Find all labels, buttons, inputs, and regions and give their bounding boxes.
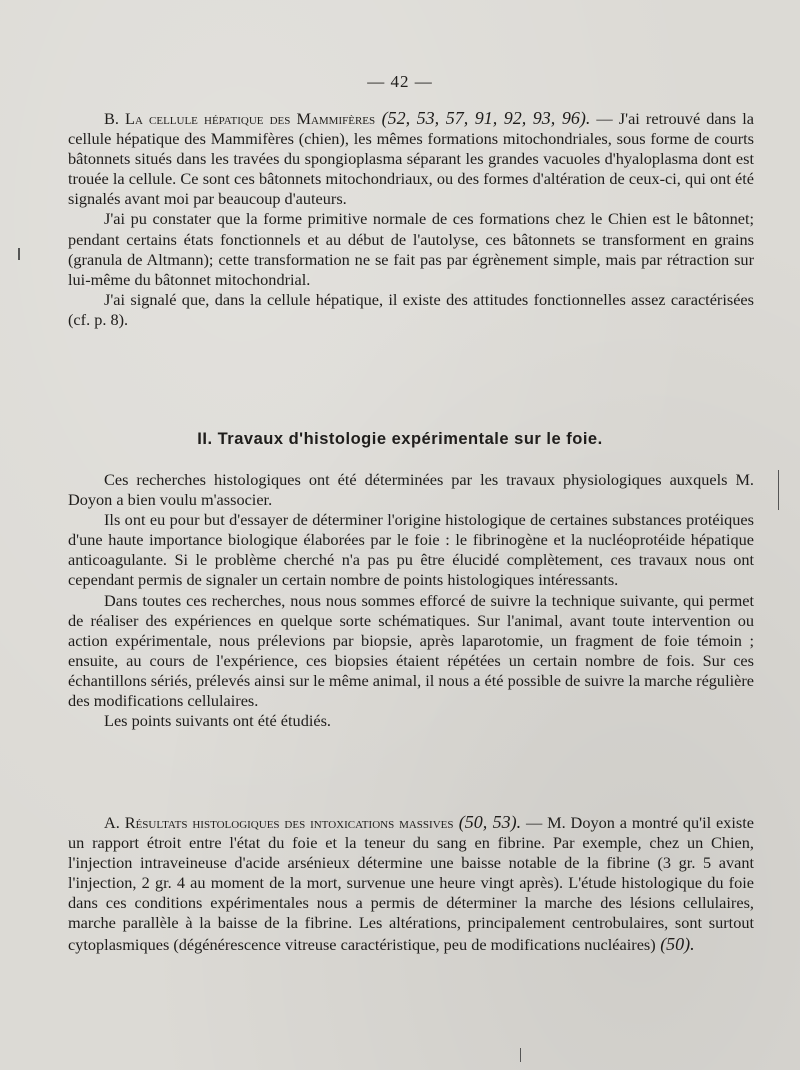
- section-a-title: Résultats histologiques des intoxications massives: [124, 813, 454, 832]
- margin-mark: [18, 248, 20, 260]
- section-b-paragraph-2: J'ai pu constater que la forme primitive normale de ces formations chez le Chien est le bâtonnet; pendant certains états fonctionnels et au début de l'autolyse, ces bâtonnets se transforment en grains (granula de Altmann); cette transformation ne se fait pas par égrènement simple, mais par rétraction sur lui-même du bâtonnet mitochondrial.: [68, 209, 754, 289]
- section-b-label: B.: [104, 109, 126, 128]
- section-a-label: A.: [104, 813, 125, 832]
- section-b: [68, 108, 754, 330]
- section-ii: [68, 470, 754, 731]
- section-a-references: (50, 53).: [453, 812, 522, 832]
- section-ii-paragraph-1: Ces recherches histologiques ont été déterminées par les travaux physiologiques auxquels M. Doyon a bien voulu m'associer.: [68, 470, 754, 510]
- section-a-body: — M. Doyon a montré qu'il existe un rapport étroit entre l'état du foie et la teneur du sang en fibrine. Par exemple, chez un Chien, l'injection intraveineuse d'acide arsénieux détermine une baisse notable de la fibrine (3 gr. 5 avant l'injection, 2 gr. 4 au moment de la mort, survenue une heure vingt après). L'étude histologique du foie dans ces conditions expérimentales nous a permis de déterminer la marche des lésions cellulaires, marche parallèle à la baisse de la fibrine. Les altérations, principalement centrobulaires, sont surtout cytoplasmiques (dégénérescence vitreuse caractéristique, peu de modifications nucléaires): [68, 813, 754, 954]
- section-ii-paragraph-3: Dans toutes ces recherches, nous nous sommes efforcé de suivre la technique suivante, qui permet de réaliser des expériences en quelque sorte schématiques. Sur l'animal, avant toute intervention ou action expérimentale, nous prélevions par biopsie, après laparotomie, un fragment de foie témoin ; ensuite, au cours de l'expérience, ces biopsies étaient répétées un certain nombre de fois. Sur ces échantillons sériés, prélevés ainsi sur le même animal, il nous a été possible de suivre la marche régulière des modifications cellulaires.: [68, 590, 754, 711]
- section-a-paragraph: [68, 812, 754, 955]
- section-a: [68, 812, 754, 955]
- section-ii-paragraph-4: Les points suivants ont été étudiés.: [104, 711, 331, 731]
- section-b-body: — J'ai retrouvé dans la cellule hépatique des Mammifères (chien), les mêmes formations mitochondriales, sous forme de courts bâtonnets situés dans les travées du spongioplasma séparant les grandes vacuoles d'hyaloplasma dont est trouée la cellule. Ce sont ces bâtonnets mitochondriaux, ou des formes d'altération de ceux-ci, qui ont été signalés avant moi par beaucoup d'auteurs.: [68, 109, 754, 209]
- page-number: — 42 —: [367, 72, 433, 91]
- section-b-paragraph-3: J'ai signalé que, dans la cellule hépatique, il existe des attitudes fonctionnelles assez caractérisées (cf. p. 8).: [68, 289, 754, 329]
- section-ii-heading: II. Travaux d'histologie expérimentale sur le foie.: [197, 430, 603, 448]
- section-b-paragraph-1: [68, 108, 754, 209]
- margin-mark: [520, 1048, 521, 1062]
- section-a-end-reference: (50).: [655, 933, 695, 954]
- section-ii-paragraph-2: Ils ont eu pour but d'essayer de déterminer l'origine histologique de certaines substances protéiques d'une haute importance biologique élaborées par le foie : le fibrinogène et la nucléoprotéide hépatique anticoagulante. Si le problème cherché n'a pas pu être élucidé complètement, ces travaux nous ont cependant permis de signaler un certain nombre de points histologiques intéressants.: [68, 510, 754, 590]
- section-b-title: La cellule hépatique des Mammifères: [125, 109, 376, 128]
- margin-mark: [778, 470, 779, 510]
- section-b-references: (52, 53, 57, 91, 92, 93, 96).: [375, 108, 591, 128]
